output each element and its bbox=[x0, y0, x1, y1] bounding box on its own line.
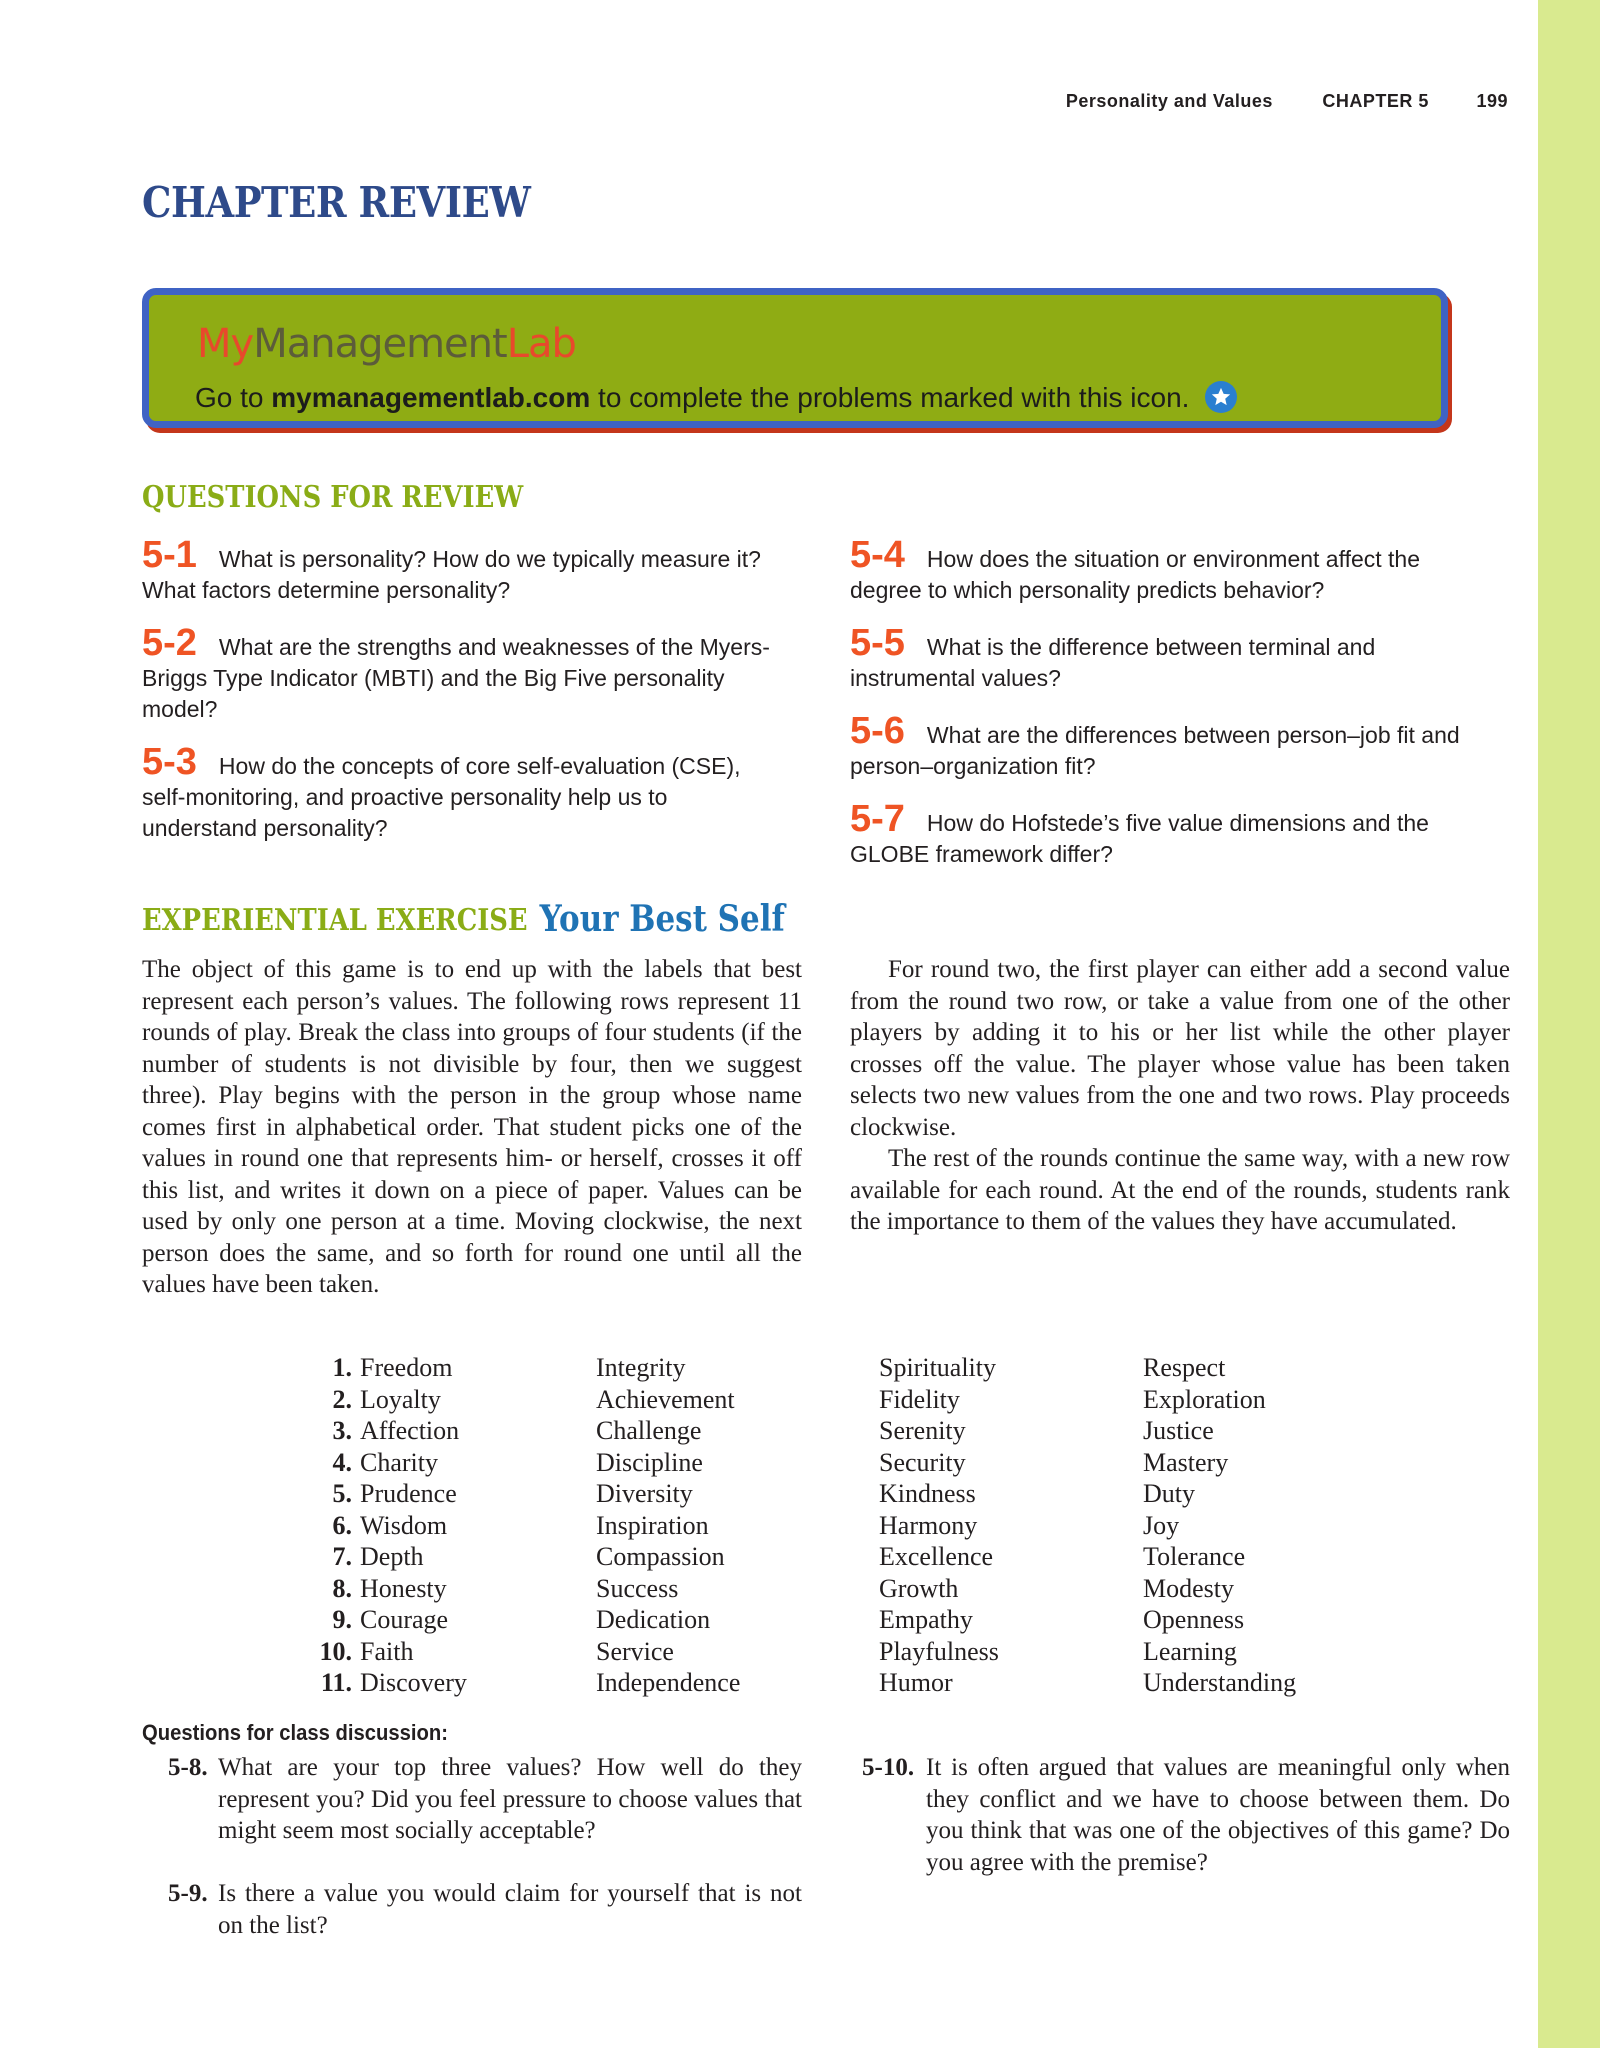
values-round-row bbox=[300, 1352, 1296, 1384]
round-number: 10. bbox=[319, 1636, 352, 1666]
discussion-number: 5-9. bbox=[168, 1880, 208, 1907]
page-number: 199 bbox=[1476, 91, 1508, 111]
running-head bbox=[1066, 91, 1508, 112]
review-question bbox=[850, 798, 1496, 870]
values-round-row bbox=[300, 1478, 1296, 1510]
discussion-number: 5-10. bbox=[862, 1754, 915, 1781]
question-text: What is personality? How do we typically measure it? What factors determine personality? bbox=[142, 546, 761, 603]
running-head-title: Personality and Values bbox=[1065, 91, 1273, 111]
discussion-question bbox=[168, 1752, 802, 1847]
values-round-row bbox=[300, 1415, 1296, 1447]
round-number: 5. bbox=[332, 1479, 352, 1508]
values-round-row bbox=[300, 1447, 1296, 1479]
instruction-suffix: to complete the problems marked with this icon. bbox=[590, 382, 1190, 413]
value-cell: Spirituality bbox=[879, 1353, 996, 1382]
question-number: 5-3 bbox=[142, 741, 197, 783]
discussion-heading: Questions for class discussion: bbox=[142, 1720, 448, 1745]
instruction-prefix: Go to bbox=[195, 382, 272, 413]
value-cell: Modesty bbox=[1143, 1573, 1234, 1603]
questions-for-review-heading: QUESTIONS FOR REVIEW bbox=[142, 480, 524, 515]
round-number: 2. bbox=[332, 1384, 352, 1414]
chapter-title: CHAPTER REVIEW bbox=[142, 178, 531, 227]
round-number: 6. bbox=[332, 1510, 352, 1540]
exercise-text-right bbox=[850, 954, 1510, 1238]
page-edge-color-bar bbox=[1538, 0, 1600, 2048]
values-table bbox=[300, 1352, 1296, 1699]
value-cell: Exploration bbox=[1143, 1384, 1266, 1414]
question-text: How does the situation or environment affect the degree to which personality predicts behavior? bbox=[850, 546, 1421, 603]
value-cell: Playfulness bbox=[879, 1636, 999, 1666]
value-cell: Discipline bbox=[596, 1447, 703, 1477]
value-cell: Inspiration bbox=[596, 1510, 709, 1540]
discussion-text: It is often argued that values are meaningful only when they conflict and we have to choose between them. Do you think that was one of the objectives of this game? Do you agree with the premise? bbox=[926, 1754, 1510, 1876]
question-number: 5-5 bbox=[850, 622, 905, 664]
review-question bbox=[142, 534, 788, 606]
value-cell: Honesty bbox=[360, 1573, 447, 1603]
round-number: 8. bbox=[332, 1573, 352, 1603]
logo-my: My bbox=[197, 321, 254, 367]
value-cell: Respect bbox=[1143, 1353, 1226, 1382]
discussion-number: 5-8. bbox=[168, 1754, 208, 1781]
value-cell: Compassion bbox=[596, 1542, 725, 1571]
logo-lab: Lab bbox=[506, 321, 576, 367]
discussion-text: Is there a value you would claim for yourself that is not on the list? bbox=[218, 1880, 802, 1939]
value-cell: Openness bbox=[1143, 1605, 1245, 1634]
round-number: 1. bbox=[332, 1353, 352, 1382]
question-text: What is the difference between terminal and instrumental values? bbox=[850, 634, 1376, 691]
exercise-paragraph: For round two, the first player can either add a second value from the round two row, or take a value from one of the other players by adding it to his or her list while the other player crosses off the value. The player whose value has been taken selects two new values from the one and two rows. Play proceeds clockwise. bbox=[850, 956, 1510, 1141]
value-cell: Learning bbox=[1143, 1636, 1237, 1666]
round-number: 7. bbox=[332, 1542, 352, 1571]
value-cell: Fidelity bbox=[879, 1384, 960, 1414]
value-cell: Service bbox=[596, 1636, 674, 1666]
discussion-question bbox=[168, 1878, 802, 1941]
value-cell: Understanding bbox=[1143, 1668, 1297, 1697]
values-round-row bbox=[300, 1573, 1296, 1605]
round-number: 3. bbox=[332, 1416, 352, 1445]
value-cell: Challenge bbox=[596, 1416, 702, 1445]
exercise-subtitle: Your Best Self bbox=[539, 898, 785, 940]
mymanagementlab-logo bbox=[197, 321, 576, 367]
value-cell: Affection bbox=[360, 1416, 460, 1445]
value-cell: Kindness bbox=[879, 1479, 976, 1508]
value-cell: Faith bbox=[360, 1636, 414, 1666]
value-cell: Loyalty bbox=[360, 1384, 441, 1414]
review-question bbox=[142, 741, 788, 844]
question-number: 5-7 bbox=[850, 798, 905, 840]
value-cell: Serenity bbox=[879, 1416, 966, 1445]
value-cell: Prudence bbox=[360, 1479, 457, 1508]
question-text: How do Hofstede’s five value dimensions and the GLOBE framework differ? bbox=[850, 810, 1429, 867]
question-number: 5-2 bbox=[142, 622, 197, 664]
exercise-text-left bbox=[142, 954, 802, 1301]
value-cell: Discovery bbox=[360, 1668, 467, 1697]
star-icon bbox=[1205, 381, 1237, 413]
mymanagementlab-instruction bbox=[195, 381, 1237, 414]
values-round-row bbox=[300, 1541, 1296, 1573]
exercise-paragraph: The rest of the rounds continue the same way, with a new row available for each round. At the end of the rounds, students rank the importance to them of the values they have accumulated. bbox=[850, 1145, 1510, 1235]
value-cell: Charity bbox=[360, 1447, 438, 1477]
discussion-text: What are your top three values? How well do they represent you? Did you feel pressure to choose values that might seem most socially acceptable? bbox=[218, 1754, 802, 1844]
running-head-chapter: CHAPTER 5 bbox=[1322, 91, 1429, 111]
value-cell: Depth bbox=[360, 1542, 424, 1571]
values-round-row bbox=[300, 1510, 1296, 1542]
values-round-row bbox=[300, 1604, 1296, 1636]
round-number: 11. bbox=[320, 1668, 352, 1697]
question-text: What are the differences between person–job fit and person–organization fit? bbox=[850, 722, 1460, 779]
value-cell: Courage bbox=[360, 1605, 449, 1634]
value-cell: Security bbox=[879, 1447, 966, 1477]
value-cell: Dedication bbox=[596, 1605, 711, 1634]
exercise-label: EXPERIENTIAL EXERCISE bbox=[142, 903, 528, 938]
value-cell: Empathy bbox=[879, 1605, 973, 1634]
value-cell: Growth bbox=[879, 1573, 959, 1603]
values-round-row bbox=[300, 1384, 1296, 1416]
review-question bbox=[142, 622, 788, 725]
exercise-paragraph: The object of this game is to end up with the labels that best represent each person’s values. The following rows represent 11 rounds of play. Break the class into groups of four students (if the number of students is not divisible by four, then we suggest three). Play begins with the person in the group whose name comes first in alphabetical order. That student picks one of the values in round one that represents him- or herself, crosses it off this list, and writes it down on a piece of paper. Values can be used by only one person at a time. Moving clockwise, the next person does the same, and so forth for round one until all the values have been taken. bbox=[142, 956, 802, 1298]
review-question bbox=[850, 622, 1496, 694]
value-cell: Tolerance bbox=[1143, 1542, 1246, 1571]
review-questions-right bbox=[850, 534, 1496, 892]
value-cell: Humor bbox=[879, 1668, 953, 1697]
question-text: How do the concepts of core self-evaluation (CSE), self-monitoring, and proactive personality help us to understand personality? bbox=[142, 753, 741, 841]
question-number: 5-1 bbox=[142, 534, 197, 576]
value-cell: Mastery bbox=[1143, 1447, 1229, 1477]
value-cell: Freedom bbox=[360, 1353, 453, 1382]
value-cell: Integrity bbox=[596, 1353, 686, 1382]
question-number: 5-6 bbox=[850, 710, 905, 752]
value-cell: Harmony bbox=[879, 1510, 978, 1540]
values-round-row bbox=[300, 1667, 1296, 1699]
value-cell: Joy bbox=[1143, 1510, 1180, 1540]
value-cell: Achievement bbox=[596, 1384, 735, 1414]
review-questions-left bbox=[142, 534, 788, 866]
value-cell: Diversity bbox=[596, 1479, 693, 1508]
logo-management: Management bbox=[253, 321, 507, 367]
round-number: 4. bbox=[332, 1447, 352, 1477]
mymanagementlab-banner bbox=[142, 288, 1448, 428]
value-cell: Duty bbox=[1143, 1479, 1195, 1508]
review-question bbox=[850, 534, 1496, 606]
round-number: 9. bbox=[332, 1605, 352, 1634]
value-cell: Justice bbox=[1143, 1416, 1214, 1445]
review-question bbox=[850, 710, 1496, 782]
experiential-exercise-heading bbox=[142, 898, 785, 940]
value-cell: Success bbox=[596, 1573, 679, 1603]
value-cell: Excellence bbox=[879, 1542, 994, 1571]
question-number: 5-4 bbox=[850, 534, 905, 576]
values-round-row bbox=[300, 1636, 1296, 1668]
value-cell: Independence bbox=[596, 1668, 741, 1697]
discussion-question bbox=[862, 1752, 1510, 1878]
question-text: What are the strengths and weaknesses of the Myers-Briggs Type Indicator (MBTI) and the Big Five personality model? bbox=[142, 634, 770, 722]
mymanagementlab-link[interactable]: mymanagementlab.com bbox=[271, 382, 591, 413]
value-cell: Wisdom bbox=[360, 1510, 448, 1540]
